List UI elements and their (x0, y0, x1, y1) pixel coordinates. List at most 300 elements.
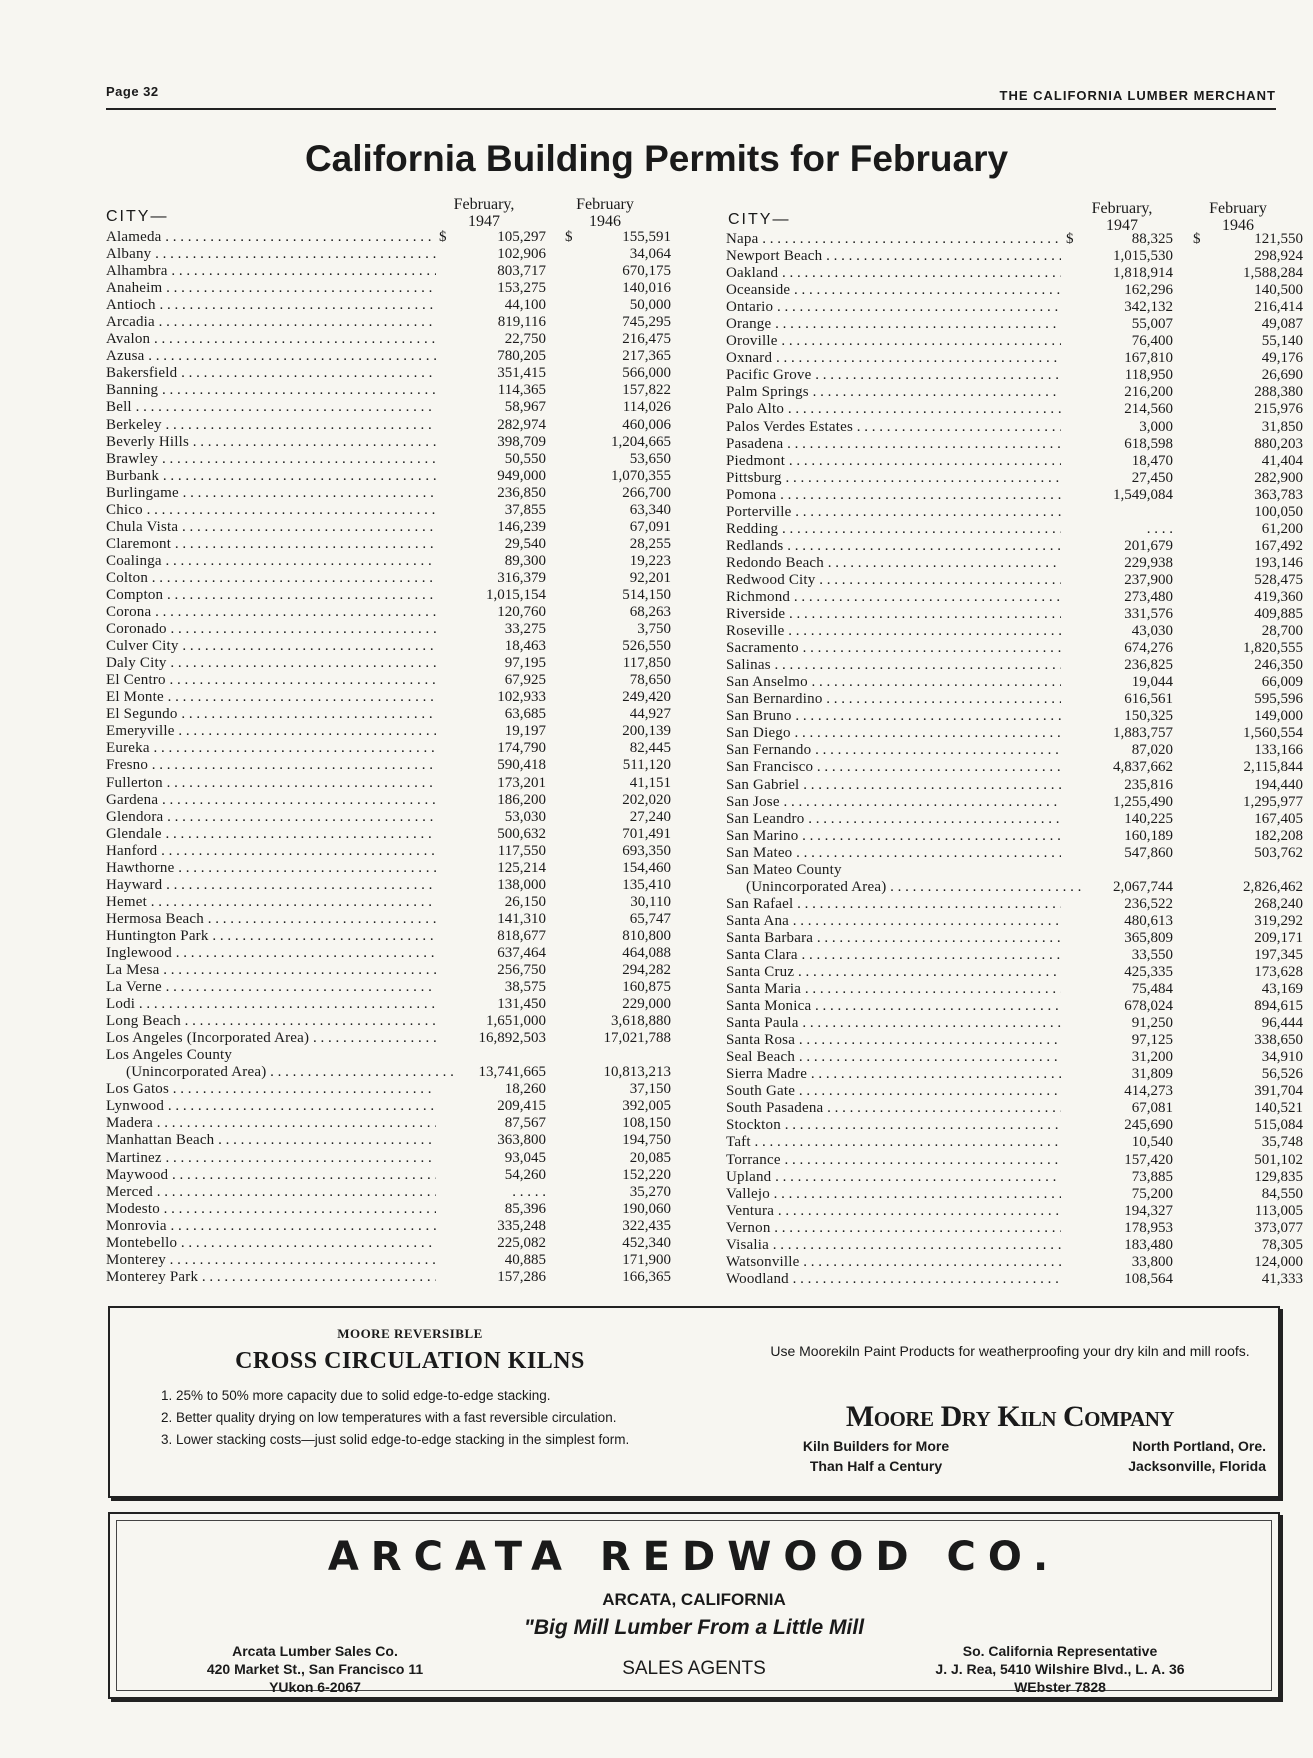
city-name: Berkeley . . . (106, 417, 436, 434)
table-row (726, 879, 1303, 896)
city-name: Montebello . . . (106, 1235, 436, 1252)
city-name: Antioch . . . (106, 297, 436, 314)
permit-value-1946: 34,064 (629, 246, 671, 263)
table-row (726, 589, 1303, 606)
permit-value-1947: 87,020 (1131, 742, 1173, 759)
city-name: San Rafael . . . (726, 896, 1061, 913)
city-name: Hermosa Beach . . . (106, 911, 436, 928)
table-row (106, 1218, 671, 1235)
table-row (726, 1254, 1303, 1271)
permit-value-1946: 84,550 (1261, 1185, 1303, 1202)
city-name: Pomona . . . (726, 487, 1061, 504)
permit-value-1946: 246,350 (1254, 657, 1303, 674)
permit-value-1946: 392,005 (622, 1098, 671, 1115)
table-row (106, 757, 671, 774)
city-name: Fresno . . . (106, 757, 436, 774)
city-name: Corona . . . (106, 604, 436, 621)
moore-company-logo: Moore Dry Kiln Company (845, 1400, 1175, 1433)
permit-value-1947: 236,825 (1124, 657, 1173, 674)
table-row (106, 399, 671, 416)
permit-value-1947: 949,000 (497, 467, 546, 484)
table-row (106, 792, 671, 809)
permit-value-1947: 678,024 (1124, 998, 1173, 1015)
city-name: San Leandro . . . (726, 811, 1061, 828)
table-row (726, 725, 1303, 742)
permit-value-1946: 894,615 (1254, 998, 1303, 1015)
permit-value-1946: 171,900 (622, 1251, 671, 1268)
city-name: Watsonville . . . (726, 1254, 1061, 1271)
permit-value-1946: 419,360 (1254, 588, 1303, 605)
city-name: Napa . . . (726, 231, 1061, 248)
table-row (106, 1030, 671, 1047)
city-name: San Mateo County (726, 861, 842, 878)
city-name: San Bruno . . . (726, 708, 1061, 725)
city-name: Pacific Grove . . . (726, 367, 1061, 384)
city-name: Oxnard . . . (726, 350, 1061, 367)
ad-location-line: North Portland, Ore. (1132, 1438, 1266, 1454)
city-name: Burbank . . . (106, 468, 436, 485)
table-row (106, 1201, 671, 1218)
ad-big-title: CROSS CIRCULATION KILNS (235, 1348, 585, 1374)
permit-value-1947: 114,365 (497, 382, 546, 399)
city-name: Claremont . . . (106, 536, 436, 553)
dollar-sign: $ (439, 229, 447, 245)
permit-value-1947: 214,560 (1124, 401, 1173, 418)
table-row (106, 826, 671, 843)
table-row (726, 708, 1303, 725)
permit-value-1946: 78,305 (1261, 1236, 1303, 1253)
left-col1-year: 1947 (468, 213, 500, 230)
city-name: Visalia . . . (726, 1237, 1061, 1254)
table-row (106, 1081, 671, 1098)
permit-value-1947: 18,470 (1131, 452, 1173, 469)
permit-value-1947: 616,561 (1124, 691, 1173, 708)
table-row (726, 1271, 1303, 1288)
table-row (106, 1132, 671, 1149)
table-row (726, 1049, 1303, 1066)
city-name: Torrance . . . (726, 1152, 1061, 1169)
permit-value-1947: 162,296 (1124, 282, 1173, 299)
table-row (106, 417, 671, 434)
city-name: Fullerton . . . (106, 775, 436, 792)
permit-value-1946: 154,460 (622, 859, 671, 876)
table-row (106, 229, 671, 246)
permit-value-1947: 818,677 (497, 927, 546, 944)
city-name: Anaheim . . . (106, 280, 436, 297)
permit-value-1947: 186,200 (497, 791, 546, 808)
permit-value-1946: 65,747 (629, 910, 671, 927)
permit-value-1946: 880,203 (1254, 435, 1303, 452)
table-row (726, 845, 1303, 862)
city-name: El Segundo . . . (106, 706, 436, 723)
city-name: Sierra Madre . . . (726, 1066, 1061, 1083)
permit-value-1946: 78,650 (629, 672, 671, 689)
permit-value-1946: 166,365 (622, 1268, 671, 1285)
city-name: Hanford . . . (106, 843, 436, 860)
table-row (726, 759, 1303, 776)
table-row (106, 911, 671, 928)
table-row (106, 621, 671, 638)
city-name: Piedmont . . . (726, 453, 1061, 470)
permit-value-1946: 194,750 (622, 1132, 671, 1149)
table-row (726, 333, 1303, 350)
permit-value-1946: 322,435 (622, 1217, 671, 1234)
table-row (726, 1015, 1303, 1032)
magazine-name: THE CALIFORNIA LUMBER MERCHANT (999, 88, 1276, 103)
table-row (726, 265, 1303, 282)
city-name: Vernon . . . (726, 1220, 1061, 1237)
right-col2-year: 1946 (1222, 217, 1254, 234)
permit-value-1947: 18,260 (504, 1081, 546, 1098)
permit-value-1947: 1,549,084 (1113, 486, 1173, 503)
table-row (106, 1098, 671, 1115)
permit-value-1946: 200,139 (622, 723, 671, 740)
permit-value-1947: 40,885 (504, 1251, 546, 1268)
permit-value-1946: 294,282 (622, 962, 671, 979)
permit-value-1946: 526,550 (622, 638, 671, 655)
permit-value-1946: 152,220 (622, 1166, 671, 1183)
permit-value-1946: 30,110 (630, 893, 671, 910)
permit-value-1946: 249,420 (622, 689, 671, 706)
permit-value-1947: 102,933 (497, 689, 546, 706)
city-name: Pittsburg . . . (726, 470, 1061, 487)
table-row (726, 1237, 1303, 1254)
right-col1-label: February, (1091, 200, 1153, 217)
city-name: Maywood . . . (106, 1167, 436, 1184)
table-row (726, 572, 1303, 589)
city-name: Ventura . . . (726, 1203, 1061, 1220)
permit-value-1946: 373,077 (1254, 1219, 1303, 1236)
table-row (106, 553, 671, 570)
city-name: Alameda . . . (106, 229, 436, 246)
permit-value-1946: 190,060 (622, 1200, 671, 1217)
permit-value-1946: 215,976 (1254, 401, 1303, 418)
city-name: Madera . . . (106, 1115, 436, 1132)
permit-value-1946: 140,500 (1254, 282, 1303, 299)
city-name: Avalon . . . (106, 331, 436, 348)
table-row (726, 419, 1303, 436)
city-name: Palm Springs . . . (726, 384, 1061, 401)
table-row (106, 314, 671, 331)
permit-value-1947: 209,415 (497, 1098, 546, 1115)
permit-value-1946: 363,783 (1254, 486, 1303, 503)
table-row (726, 1169, 1303, 1186)
city-name: Vallejo . . . (726, 1186, 1061, 1203)
permit-value-1946: 194,440 (1254, 776, 1303, 793)
permit-value-1946: 2,115,844 (1243, 759, 1303, 776)
permit-value-1947: 235,816 (1124, 776, 1173, 793)
permit-value-1946: 1,204,665 (611, 433, 671, 450)
permit-value-1947: 3,000 (1139, 418, 1173, 435)
table-row (726, 1032, 1303, 1049)
permit-value-1946: 209,171 (1254, 929, 1303, 946)
table-row (726, 828, 1303, 845)
table-row (106, 536, 671, 553)
ad-paint-note: Use Moorekiln Paint Products for weatherproofing your dry kiln and mill roofs. (770, 1343, 1250, 1359)
permit-value-1947: 273,480 (1124, 588, 1173, 605)
table-row (726, 487, 1303, 504)
left-city-header: CITY— (106, 208, 169, 225)
permit-value-1946: 1,820,555 (1243, 640, 1303, 657)
table-row (726, 1066, 1303, 1083)
permit-value-1946: 167,405 (1254, 810, 1303, 827)
permit-value-1946: 173,628 (1254, 964, 1303, 981)
city-name: Bakersfield . . . (106, 365, 436, 382)
arcata-company-name: ARCATA REDWOOD CO. (327, 1534, 1061, 1580)
permit-value-1946: 34,910 (1261, 1049, 1303, 1066)
table-row (726, 367, 1303, 384)
permit-value-1947: 363,800 (497, 1132, 546, 1149)
permit-value-1946: 41,151 (629, 774, 671, 791)
city-name: Santa Barbara . . . (726, 930, 1061, 947)
permit-value-1946: 670,175 (622, 263, 671, 280)
city-name: Chula Vista . . . (106, 519, 436, 536)
city-name: Redondo Beach . . . (726, 555, 1061, 572)
permit-value-1947: 140,225 (1124, 810, 1173, 827)
permit-value-1947: 33,550 (1131, 946, 1173, 963)
rep-title: So. California Representative (962, 1643, 1158, 1659)
table-row (106, 382, 671, 399)
right-col1-header (1062, 200, 1182, 234)
permit-value-1946: 53,650 (629, 450, 671, 467)
permit-value-1947: 236,850 (497, 484, 546, 501)
city-name: San Diego . . . (726, 725, 1061, 742)
permit-value-1947: 1,255,490 (1113, 793, 1173, 810)
permit-value-1947: 97,125 (1131, 1032, 1173, 1049)
permit-value-1946: 566,000 (622, 365, 671, 382)
permit-value-1946: 26,690 (1261, 367, 1303, 384)
city-name: San Marino . . . (726, 828, 1061, 845)
permit-value-1946: 41,404 (1261, 452, 1303, 469)
city-name: Stockton . . . (726, 1117, 1061, 1134)
permit-value-1947: 120,760 (497, 604, 546, 621)
permit-value-1946: 135,410 (622, 876, 671, 893)
table-row (726, 930, 1303, 947)
right-permits-table (726, 231, 1303, 1288)
city-name: Los Angeles (Incorporated Area) . . . (106, 1030, 436, 1047)
permit-value-1946: 460,006 (622, 416, 671, 433)
permit-value-1946: 810,800 (622, 927, 671, 944)
city-name: Hayward . . . (106, 877, 436, 894)
permit-value-1947: 500,632 (497, 825, 546, 842)
table-row (106, 1235, 671, 1252)
permit-value-1946: 113,005 (1254, 1202, 1303, 1219)
arcata-slogan: "Big Mill Lumber From a Little Mill (523, 1616, 865, 1639)
permit-value-1947: 105,297 (497, 229, 546, 245)
permit-value-1947: 88,325 (1131, 231, 1173, 247)
right-col1-year: 1947 (1106, 217, 1138, 234)
permit-value-1946: 160,875 (622, 979, 671, 996)
ad-benefit-list (150, 1388, 736, 1454)
permit-value-1947: 157,420 (1124, 1151, 1173, 1168)
permit-value-1946: 55,140 (1261, 333, 1303, 350)
table-row (106, 365, 671, 382)
permit-value-1946: 745,295 (622, 314, 671, 331)
permit-value-1946: 50,000 (629, 297, 671, 314)
table-row (726, 964, 1303, 981)
ad-benefit-item: 3. Lower stacking costs—just solid edge-to-edge stacking in the simplest form. (176, 1432, 736, 1448)
arcata-city: ARCATA, CALIFORNIA (602, 1590, 786, 1609)
city-name: El Centro . . . (106, 672, 436, 689)
permit-value-1947: 38,575 (504, 979, 546, 996)
city-name: Burlingame . . . (106, 485, 436, 502)
city-name: Santa Maria . . . (726, 981, 1061, 998)
permit-value-1947: 117,550 (497, 842, 546, 859)
permit-value-1947: 55,007 (1131, 316, 1173, 333)
city-name: Coronado . . . (106, 621, 436, 638)
permit-value-1946: 124,000 (1254, 1253, 1303, 1270)
city-name: Pasadena . . . (726, 436, 1061, 453)
permit-value-1946: 217,365 (622, 348, 671, 365)
table-row (726, 1203, 1303, 1220)
table-row (726, 981, 1303, 998)
permit-value-1947: 183,480 (1124, 1236, 1173, 1253)
city-name: (Unincorporated Area) . . . (106, 1064, 456, 1081)
city-name: Salinas . . . (726, 657, 1061, 674)
table-row (726, 504, 1303, 521)
permit-value-1946: 268,240 (1254, 895, 1303, 912)
permit-value-1947: 26,150 (504, 893, 546, 910)
ad-tagline-line: Than Half a Century (809, 1458, 943, 1474)
table-row (726, 316, 1303, 333)
right-city-header: CITY— (728, 211, 791, 228)
permit-value-1946: 17,021,788 (603, 1030, 671, 1047)
permit-value-1946: 61,200 (1261, 520, 1303, 537)
table-row (106, 1150, 671, 1167)
table-row (726, 742, 1303, 759)
permit-value-1947: 1,818,914 (1113, 265, 1173, 282)
city-name: La Mesa . . . (106, 962, 436, 979)
table-row (106, 945, 671, 962)
permit-value-1947: 480,613 (1124, 912, 1173, 929)
table-row (106, 434, 671, 451)
permit-value-1946: 3,750 (637, 621, 671, 638)
rep-address: J. J. Rea, 5410 Wilshire Blvd., L. A. 36 (935, 1661, 1185, 1677)
table-row (106, 775, 671, 792)
permit-value-1947: 118,950 (1124, 367, 1173, 384)
permit-value-1946: 117,850 (622, 655, 671, 672)
city-name: Martinez . . . (106, 1150, 436, 1167)
table-row (106, 1115, 671, 1132)
permit-value-1946: 100,050 (1254, 503, 1303, 520)
permit-value-1946: 43,169 (1261, 981, 1303, 998)
city-name: Glendora . . . (106, 809, 436, 826)
permit-value-1947: 398,709 (497, 433, 546, 450)
table-row (726, 384, 1303, 401)
table-row (726, 913, 1303, 930)
city-name: Redwood City . . . (726, 572, 1061, 589)
city-name: Inglewood . . . (106, 945, 436, 962)
city-name: Albany . . . (106, 246, 436, 263)
table-row (726, 811, 1303, 828)
table-row (106, 280, 671, 297)
permit-value-1947: 425,335 (1124, 964, 1173, 981)
dollar-sign: $ (1066, 231, 1074, 247)
table-row (726, 657, 1303, 674)
permit-value-1946: 282,900 (1254, 469, 1303, 486)
table-row (726, 1134, 1303, 1151)
city-name: Ontario . . . (726, 299, 1061, 316)
city-name: Lynwood . . . (106, 1098, 436, 1115)
permit-value-1947: . . . . (1146, 520, 1173, 537)
city-name: Monrovia . . . (106, 1218, 436, 1235)
permit-value-1946: 68,263 (629, 604, 671, 621)
page-title: California Building Permits for February (304, 138, 1009, 179)
permit-value-1946: 202,020 (622, 791, 671, 808)
right-col2-header (1188, 200, 1288, 234)
table-row (726, 606, 1303, 623)
permit-value-1947: 351,415 (497, 365, 546, 382)
permit-value-1946: 501,102 (1254, 1151, 1303, 1168)
permit-value-1947: 674,276 (1124, 640, 1173, 657)
permit-value-1947: 174,790 (497, 740, 546, 757)
table-row (726, 555, 1303, 572)
permit-value-1946: 216,475 (622, 331, 671, 348)
permit-value-1947: 67,925 (504, 672, 546, 689)
permit-value-1947: 146,239 (497, 518, 546, 535)
table-row (726, 401, 1303, 418)
permit-value-1947: 153,275 (497, 280, 546, 297)
permit-value-1946: 35,748 (1261, 1134, 1303, 1151)
permit-value-1947: 2,067,744 (1113, 878, 1173, 895)
city-name: Santa Ana . . . (726, 913, 1061, 930)
permit-value-1947: 63,685 (504, 706, 546, 723)
permit-value-1946: 108,150 (622, 1115, 671, 1132)
permit-value-1947: 19,044 (1131, 674, 1173, 691)
table-row (106, 604, 671, 621)
arcata-representative (890, 1642, 1230, 1696)
page-number: Page 32 (106, 84, 159, 99)
table-row (726, 282, 1303, 299)
permit-value-1946: 528,475 (1254, 571, 1303, 588)
city-name: Porterville . . . (726, 504, 1061, 521)
city-name: San Jose . . . (726, 794, 1061, 811)
permit-value-1947: 125,214 (497, 859, 546, 876)
table-row (106, 928, 671, 945)
permit-value-1947: 102,906 (497, 246, 546, 263)
table-row (106, 246, 671, 263)
table-row (106, 843, 671, 860)
permit-value-1947: 637,464 (497, 944, 546, 961)
permit-value-1946: 2,826,462 (1243, 878, 1303, 895)
city-name: San Francisco . . . (726, 759, 1061, 776)
table-row (726, 1117, 1303, 1134)
table-row (106, 1047, 671, 1064)
table-row (726, 453, 1303, 470)
table-row (726, 1100, 1303, 1117)
permit-value-1947: 22,750 (504, 331, 546, 348)
permit-value-1947: 33,275 (504, 621, 546, 638)
permit-value-1946: 288,380 (1254, 384, 1303, 401)
table-row (106, 706, 671, 723)
table-row (106, 502, 671, 519)
permit-value-1946: 63,340 (629, 501, 671, 518)
permit-value-1946: 49,176 (1261, 350, 1303, 367)
city-name: Modesto . . . (106, 1201, 436, 1218)
table-row (106, 468, 671, 485)
permit-value-1947: 37,855 (504, 501, 546, 518)
table-row (106, 723, 671, 740)
table-row (726, 691, 1303, 708)
city-name: Compton . . . (106, 587, 436, 604)
permit-value-1947: 67,081 (1131, 1100, 1173, 1117)
city-name: Taft . . . (726, 1134, 1061, 1151)
permit-value-1946: 409,885 (1254, 606, 1303, 623)
table-row (726, 1186, 1303, 1203)
permit-value-1947: 1,883,757 (1113, 725, 1173, 742)
table-row (106, 809, 671, 826)
city-name: Los Angeles County (106, 1047, 233, 1064)
